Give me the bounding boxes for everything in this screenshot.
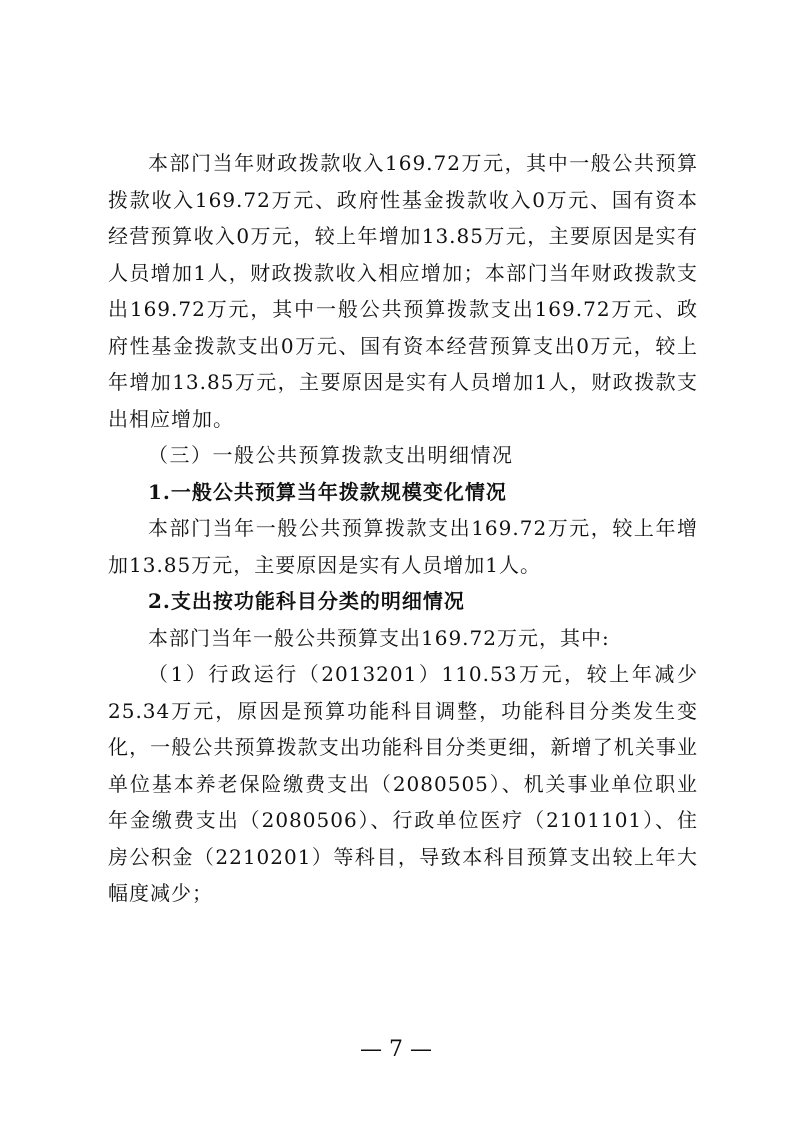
subheading-scale-change: 1.一般公共预算当年拨款规模变化情况 bbox=[148, 479, 507, 504]
paragraph-functional-intro: 本部门当年一般公共预算支出169.72万元，其中: bbox=[148, 625, 610, 650]
paragraph-administrative-operation: （1）行政运行（2013201）110.53万元，较上年减少25.34万元，原因是预算功能科目调整，功能科目分类发生变化，一般公共预算拨款支出功能科目分类更细，新增了机关事业单位基本养老保险缴费支出（2080505）、机关事业单位职业年金缴费支出（2080506）、行政单位医疗（2101101）、住房公积金（2210201）等科目，导致本科目预算支出较上年大幅度减少； bbox=[108, 662, 698, 905]
paragraph-scale-change: 本部门当年一般公共预算拨款支出169.72万元，较上年增加13.85万元，主要原因是实有人员增加1人。 bbox=[108, 516, 698, 577]
subheading-functional-classification: 2.支出按功能科目分类的明细情况 bbox=[148, 589, 465, 613]
paragraph-fiscal-income-expenditure: 本部门当年财政拨款收入169.72万元，其中一般公共预算拨款收入169.72万元、政府性基金拨款收入0万元、国有资本经营预算收入0万元，较上年增加13.85万元，主要原因是实有人员增加1人，财政拨款收入相应增加；本部门当年财政拨款支出169.72万元，其中一般公共预算拨款支出169.72万元、政府性基金拨款支出0万元、国有资本经营预算支出0万元，较上年增加13.85万元，主要原因是实有人员增加1人，财政拨款支出相应增加。 bbox=[108, 151, 698, 431]
page-number: — 7 — bbox=[360, 1037, 432, 1062]
document-body bbox=[108, 145, 698, 912]
section-heading-general-budget-details: （三）一般公共预算拨款支出明细情况 bbox=[148, 443, 514, 467]
